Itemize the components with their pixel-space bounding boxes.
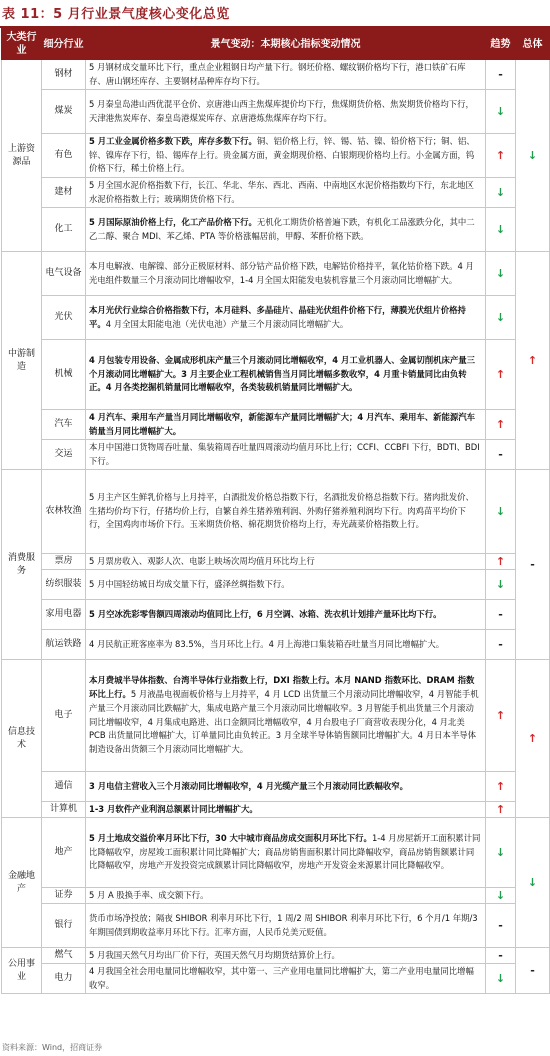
description-text: 5 月票房收入、观影人次、电影上映场次周均值月环比均上行 (89, 555, 315, 566)
overall-arrow-icon: ↓ (516, 818, 550, 948)
description-cell (86, 440, 486, 470)
sub-industry-cell: 有色 (42, 134, 86, 178)
trend-arrow-icon: ↓ (486, 252, 516, 296)
sub-industry-cell: 建材 (42, 178, 86, 208)
table-row (2, 410, 550, 440)
description-highlight: 4 月汽车、乘用车产量当月同比增幅收窄，新能源车产量同比增幅扩大；4 月汽车、乘用车、新能源汽车销量当月同比增幅扩大。 (89, 411, 475, 436)
trend-arrow-icon: - (486, 60, 516, 90)
description-cell (86, 904, 486, 948)
trend-arrow-icon: ↑ (486, 340, 516, 410)
description-cell (86, 818, 486, 888)
sub-industry-cell: 交运 (42, 440, 86, 470)
sub-industry-cell: 电子 (42, 660, 86, 772)
table-row (2, 296, 550, 340)
description-text: 5 月钢材成交量环比下行，重点企业粗钢日均产量下行。钢坯价格、螺纹钢价格均下行，港口铁矿石库存、唐山钢坯库存、主要钢材品种库存均下行。 (89, 61, 466, 86)
trend-arrow-icon: - (486, 630, 516, 660)
trend-arrow-icon: ↓ (486, 296, 516, 340)
sub-industry-cell: 银行 (42, 904, 86, 948)
overall-arrow-icon: - (516, 948, 550, 994)
table-row (2, 904, 550, 948)
trend-arrow-icon: ↓ (486, 470, 516, 554)
sub-industry-cell: 化工 (42, 208, 86, 252)
table-row (2, 660, 550, 772)
description-cell (86, 178, 486, 208)
sector-cell: 公用事业 (2, 948, 42, 994)
description-text: 铜、铝价格上行，锌、锡、钴、镍、铅价格下行；铜、铝、锌、镍库存下行，铅、锡库存上行。贵金属方面，黄金期现价格、白银期现价格均上行。小金属方面，钨价格下行，稀土价格上行。 (89, 135, 475, 174)
description-cell (86, 888, 486, 904)
description-text: 5 月液晶电视面板价格与上月持平，4 月 LCD 出货量三个月滚动同比增幅收窄，4 月智能手机产量三个月滚动同比跌幅扩大，集成电路产量三个月滚动同比增幅收窄。3 月智能手机出货量三个月滚动同比增幅收窄，4 月集成电路进、出口金额同比增幅收窄，4 月台股电子厂商营收表现分化，4 月北美 PCB 出货量同比增幅扩大，订单量同比由负转正。3 月全球半导体销售额同比增幅扩大。4 月日本半导体制造设备出货额三个月滚动同比增幅扩大。 (89, 688, 479, 755)
trend-arrow-icon: ↓ (486, 818, 516, 888)
sector-cell: 消费服务 (2, 470, 42, 660)
description-text: 4 月我国全社会用电量同比增幅收窄，其中第一、三产业用电量同比增幅扩大，第二产业用电量同比增幅收窄。 (89, 965, 474, 990)
description-cell (86, 134, 486, 178)
trend-arrow-icon: ↑ (486, 410, 516, 440)
table-row (2, 600, 550, 630)
description-cell (86, 964, 486, 994)
description-cell (86, 948, 486, 964)
trend-arrow-icon: ↓ (486, 964, 516, 994)
description-highlight: 本月光伏行业综合价格指数下行，本月硅料、多晶硅片、晶硅光伏组件价格下行，薄膜光伏组片价格持平。 (89, 304, 466, 329)
description-cell (86, 60, 486, 90)
description-text: 4 月民航正班客座率为 83.5%，当月环比上行。4 月上海港口集装箱吞吐量当月同比增幅扩大。 (89, 638, 445, 649)
sub-industry-cell: 燃气 (42, 948, 86, 964)
description-cell (86, 600, 486, 630)
overall-arrow-icon: ↓ (516, 60, 550, 252)
overall-arrow-icon: ↑ (516, 252, 550, 470)
header-overall: 总体 (516, 29, 550, 60)
header-trend: 趋势 (486, 29, 516, 60)
description-text: 本月电解液、电解镍、部分正极原材料、部分钴产品价格下跌，电解钴价格持平，氧化钴价格下跌。4 月光电组件数量三个月滚动同比增幅收窄，1-4 月全国太阳能发电装机容量三个月滚动同比增幅扩大。 (89, 260, 474, 285)
table-row (2, 630, 550, 660)
table-row (2, 772, 550, 802)
source-note: 资料来源：Wind，招商证券 (2, 1043, 103, 1052)
sub-industry-cell: 家用电器 (42, 600, 86, 630)
description-highlight: 3 月电信主营收入三个月滚动同比增幅收窄，4 月光缆产量三个月滚动同比跌幅收窄。 (89, 780, 408, 791)
description-highlight: 5 月工业金属价格多数下跌，库存多数下行。 (89, 135, 257, 146)
header-desc: 景气变动：本期核心指标变动情况 (86, 29, 486, 60)
table-body (2, 60, 550, 994)
trend-arrow-icon: - (486, 600, 516, 630)
table-row (2, 208, 550, 252)
description-highlight: 1-3 月软件产业利润总额累计同比增幅扩大。 (89, 803, 258, 814)
trend-arrow-icon: - (486, 948, 516, 964)
sector-cell: 上游资源品 (2, 60, 42, 252)
description-text: 5 月主产区生鲜乳价格与上月持平，白酒批发价格总指数下行，名酒批发价格总指数下行。猪肉批发价、生猪均价均下行，仔猪均价上行，自繁自养生猪养殖利润、外购仔猪养殖利润均下行。肉鸡苗平均价下行，全国鸡肉市场价下行。玉米期货价格、棉花期货价格均上行，寿光蔬菜价格指数上行。 (89, 491, 474, 530)
table-row (2, 802, 550, 818)
overall-arrow-icon: ↑ (516, 660, 550, 818)
description-text: 4 月全国太阳能电池（光伏电池）产量三个月滚动同比增幅扩大。 (105, 318, 349, 329)
sub-industry-cell: 电气设备 (42, 252, 86, 296)
sector-cell: 信息技术 (2, 660, 42, 818)
table-title-bar (0, 0, 550, 28)
sub-industry-cell: 机械 (42, 340, 86, 410)
description-cell (86, 470, 486, 554)
table-row (2, 570, 550, 600)
sub-industry-cell: 票房 (42, 554, 86, 570)
trend-arrow-icon: ↑ (486, 554, 516, 570)
description-text: 5 月我国天然气月均出厂价下行，英国天然气月均期货结算价上行。 (89, 949, 340, 960)
description-cell (86, 90, 486, 134)
header-row (2, 29, 550, 60)
trend-arrow-icon: ↓ (486, 888, 516, 904)
sub-industry-cell: 汽车 (42, 410, 86, 440)
table-row (2, 252, 550, 296)
description-cell (86, 802, 486, 818)
trend-arrow-icon: - (486, 440, 516, 470)
trend-arrow-icon: ↑ (486, 660, 516, 772)
description-cell (86, 208, 486, 252)
table-row (2, 60, 550, 90)
trend-arrow-icon: - (486, 904, 516, 948)
description-cell (86, 340, 486, 410)
table-row (2, 134, 550, 178)
table-title: 表 11：5 月行业景气度核心变化总览 (2, 7, 230, 22)
sub-industry-cell: 航运铁路 (42, 630, 86, 660)
table-row (2, 340, 550, 410)
table-row (2, 470, 550, 554)
sector-cell: 金融地产 (2, 818, 42, 948)
description-text: 本月中国港口货物周吞吐量、集装箱周吞吐量四周滚动均值月环比上行；CCFI、CCBFI 下行，BDTI、BDI 下行。 (89, 441, 480, 466)
description-cell (86, 296, 486, 340)
description-cell (86, 554, 486, 570)
sub-industry-cell: 钢材 (42, 60, 86, 90)
description-text: 5 月 A 股换手率、成交额下行。 (89, 889, 209, 900)
description-highlight: 5 月空冰洗彩零售额四周滚动均值同比上行，6 月空调、冰箱、洗衣机计划排产量环比均下行。 (89, 608, 442, 619)
description-text: 5 月秦皇岛港山西优混平仓价、京唐港山西主焦煤库提价均下行，焦煤期货价格、焦炭期货价格均下行，天津港焦炭库存、秦皇岛港煤炭库存、京唐港炼焦煤库存均下行。 (89, 98, 474, 123)
table-row (2, 440, 550, 470)
description-cell (86, 630, 486, 660)
sub-industry-cell: 光伏 (42, 296, 86, 340)
description-highlight: 4 月包装专用设备、金属成形机床产量三个月滚动同比增幅收窄，4 月工业机器人、金属切削机床产量三个月滚动同比增幅扩大。3 月主要企业工程机械销售当月同比增幅多数收窄，4 月重卡销量同比由负转正。4 月各类挖掘机销量同比增幅收窄，各类装载机销量同比增幅扩大。 (89, 354, 475, 393)
description-highlight: 5 月土地成交溢价率月环比下行，30 大中城市商品房成交面积月环比下行。 (89, 832, 372, 843)
trend-arrow-icon: ↓ (486, 570, 516, 600)
trend-arrow-icon: ↓ (486, 208, 516, 252)
table-row (2, 178, 550, 208)
trend-arrow-icon: ↓ (486, 90, 516, 134)
table-row (2, 818, 550, 888)
description-highlight: 本月费城半导体指数、台湾半导体行业指数上行，DXI 指数上行。本月 NAND 指数环比、DRAM 指数环比上行。 (89, 675, 475, 699)
industry-overview-table (1, 28, 550, 994)
overall-arrow-icon: - (516, 470, 550, 660)
header-sub: 细分行业 (42, 29, 86, 60)
description-text: 1-4 月房屋新开工面积累计同比降幅收窄，房屋竣工面积累计同比降幅扩大；商品房销售面积累计同比降幅收窄，商品房销售额累计同比降幅收窄，房地产开发投资完成额累计同比降幅收窄，房地产开发资金来源累计同比降幅收窄。 (89, 832, 481, 871)
sub-industry-cell: 地产 (42, 818, 86, 888)
table-row (2, 554, 550, 570)
description-text: 5 月全国水泥价格指数下行，长江、华北、华东、西北、西南、中南地区水泥价格指数均下行，东北地区水泥价格指数上行；玻璃期货价格下行。 (89, 179, 474, 204)
description-highlight: 5 月国际原油价格上行，化工产品价格下行。 (89, 216, 257, 227)
sector-cell: 中游制造 (2, 252, 42, 470)
sub-industry-cell: 煤炭 (42, 90, 86, 134)
description-cell (86, 252, 486, 296)
sub-industry-cell: 计算机 (42, 802, 86, 818)
description-cell (86, 772, 486, 802)
description-text: 货币市场净投放；隔夜 SHIBOR 利率月环比下行，1 周/2 周 SHIBOR 利率月环比下行，6 个月/1 年期/3 年期国债到期收益率月环比下行。汇率方面，人民币兑美元贬值。 (89, 912, 478, 937)
sub-industry-cell: 农林牧渔 (42, 470, 86, 554)
trend-arrow-icon: ↑ (486, 802, 516, 818)
trend-arrow-icon: ↑ (486, 772, 516, 802)
description-cell (86, 660, 486, 772)
sub-industry-cell: 纺织服装 (42, 570, 86, 600)
description-cell (86, 410, 486, 440)
description-text: 5 月中国轻纺城日均成交量下行，盛泽丝绸指数下行。 (89, 578, 290, 589)
table-row (2, 964, 550, 994)
description-cell (86, 570, 486, 600)
table-row (2, 90, 550, 134)
sub-industry-cell: 通信 (42, 772, 86, 802)
sub-industry-cell: 证券 (42, 888, 86, 904)
sub-industry-cell: 电力 (42, 964, 86, 994)
description-text: 无机化工期货价格普遍下跌，有机化工品涨跌分化，其中二乙二醇、聚合 MDI、苯乙烯、PTA 等价格涨幅居前，甲醇、苯酐价格下跌。 (89, 216, 475, 241)
table-row (2, 948, 550, 964)
trend-arrow-icon: ↓ (486, 178, 516, 208)
trend-arrow-icon: ↑ (486, 134, 516, 178)
table-row (2, 888, 550, 904)
header-sector: 大类行业 (2, 29, 42, 60)
